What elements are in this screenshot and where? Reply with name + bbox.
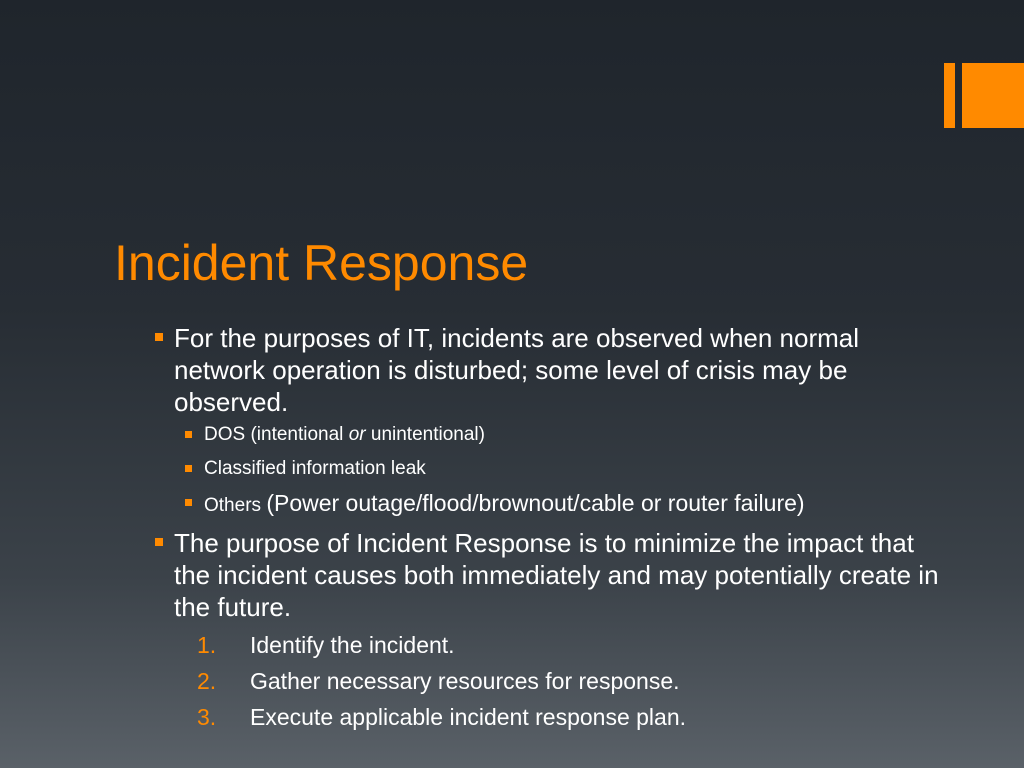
sub-bullet-list	[155, 422, 945, 519]
bullet-text: The purpose of Incident Response is to minimize the impact that the incident causes both immediately and may potentially create in the future.	[174, 528, 939, 622]
sub-bullet-dos	[155, 422, 945, 448]
square-bullet-icon	[185, 499, 192, 506]
slide-content	[155, 322, 945, 739]
square-bullet-icon	[155, 333, 163, 341]
square-bullet-icon	[155, 538, 163, 546]
sub-bullet-leak	[155, 456, 945, 482]
sub-bullet-suffix: unintentional)	[365, 424, 485, 445]
square-bullet-icon	[185, 465, 192, 472]
accent-bar-thick	[962, 63, 1024, 128]
sub-bullet-others	[155, 490, 945, 519]
accent-bar-thin	[944, 63, 955, 128]
bullet-incident-response-purpose	[155, 527, 945, 623]
bullet-text: For the purposes of IT, incidents are observed when normal network operation is disturbed; some level of crisis may be observed.	[174, 323, 860, 417]
slide-title: Incident Response	[114, 235, 529, 291]
sub-bullet-emphasis: or	[348, 424, 366, 445]
numbered-steps-list	[155, 631, 945, 731]
step-item	[155, 667, 945, 695]
sub-bullet-text: Classified information leak	[204, 458, 426, 479]
sub-bullet-detail: (Power outage/flood/brownout/cable or router failure)	[266, 490, 805, 516]
step-number: 1.	[197, 632, 217, 658]
step-item	[155, 631, 945, 659]
bullet-incidents-definition	[155, 322, 945, 418]
square-bullet-icon	[185, 431, 192, 438]
step-text: Identify the incident.	[250, 632, 455, 658]
step-item	[155, 703, 945, 731]
step-number: 3.	[197, 704, 217, 730]
step-text: Gather necessary resources for response.	[250, 668, 680, 694]
sub-bullet-prefix: Others	[204, 495, 267, 516]
step-number: 2.	[197, 668, 217, 694]
sub-bullet-prefix: DOS (intentional	[204, 424, 349, 445]
step-text: Execute applicable incident response plan.	[250, 704, 687, 730]
